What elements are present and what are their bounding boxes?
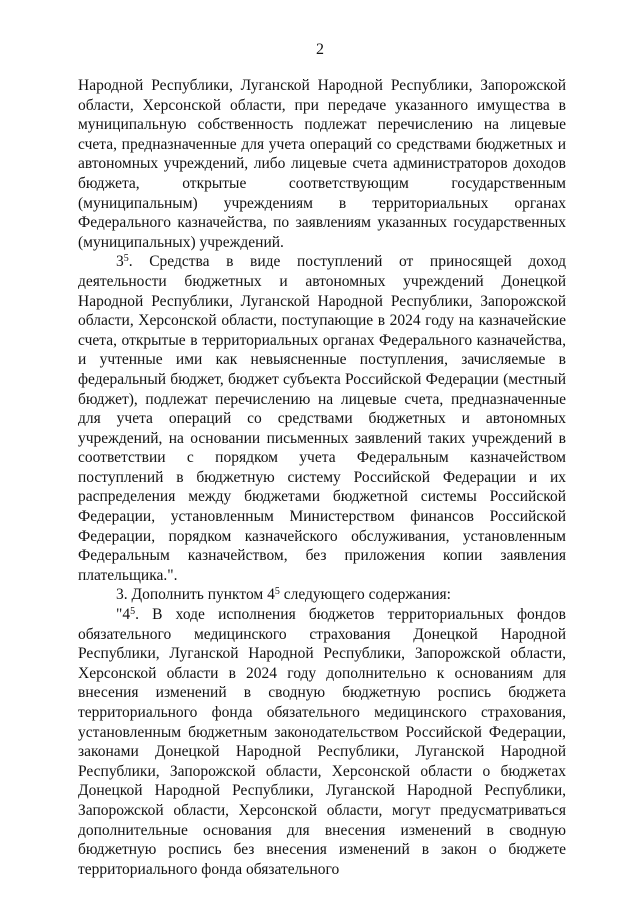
document-body bbox=[78, 76, 566, 879]
superscript: 5 bbox=[130, 606, 136, 618]
paragraph-continuation bbox=[78, 76, 566, 252]
paragraph-amendment-3 bbox=[78, 585, 566, 605]
superscript: 5 bbox=[274, 586, 280, 598]
paragraph-lead: 3 bbox=[116, 253, 124, 271]
paragraph-text: следующего содержания: bbox=[279, 586, 451, 604]
paragraph-text: . Средства в виде поступлений от приносящей доход деятельности бюджетных и автономных учреждений Донецкой Народной Республики, Луганской Народной Республики, Запорожской области, Херсонской области, поступающие в 2024 году на казначейские счета, открытые в территориальных органах Федерального казначейства, и учтенные ими как невыясненные поступления, зачисляемые в федеральный бюджет, бюджет субъекта Российской Федерации (местный бюджет), подлежат перечислению на лицевые счета, предназначенные для учета операций со средствами бюджетных и автономных учреждений, на основании письменных заявлений таких учреждений в соответствии с порядком учета Федеральным казначейством поступлений в бюджетную систему Российской Федерации и их распределения между бюджетами бюджетной системы Российской Федерации, установленным Министерством финансов Российской Федерации, порядком казначейского обслуживания, установленным Федеральным казначейством, без приложения копии заявления плательщика.". bbox=[78, 253, 566, 584]
paragraph-3-5 bbox=[78, 252, 566, 585]
superscript: 5 bbox=[123, 253, 129, 265]
page-number: 2 bbox=[316, 41, 324, 58]
paragraph-lead: "4 bbox=[116, 606, 131, 624]
paragraph-lead: 3. Дополнить пунктом 4 bbox=[116, 586, 275, 604]
paragraph-4-5 bbox=[78, 605, 566, 879]
paragraph-text: Народной Республики, Луганской Народной Республики, Запорожской области, Херсонской области, при передаче указанного имущества в муниципальную собственность подлежат перечислению на лицевые счета, предназначенные для учета операций со средствами бюджетных и автономных учреждений, либо лицевые счета администраторов доходов бюджета, открытые соответствующим государственным (муниципальным) учреждениям в территориальных органах Федерального казначейства, по заявлениям указанных государственных (муниципальных) учреждений. bbox=[78, 77, 566, 251]
paragraph-text: . В ходе исполнения бюджетов территориальных фондов обязательного медицинского страхования Донецкой Народной Республики, Луганской Народной Республики, Запорожской области, Херсонской области в 2024 году дополнительно к основаниям для внесения изменений в сводную бюджетную роспись бюджета территориального фонда обязательного медицинского страхования, установленным бюджетным законодательством Российской Федерации, законами Донецкой Народной Республики, Луганской Народной Республики, Запорожской области, Херсонской области о бюджетах Донецкой Народной Республики, Луганской Народной Республики, Запорожской области, Херсонской области, могут предусматриваться дополнительные основания для внесения изменений в сводную бюджетную роспись без внесения изменений в закон о бюджете территориального фонда обязательного bbox=[78, 606, 566, 878]
